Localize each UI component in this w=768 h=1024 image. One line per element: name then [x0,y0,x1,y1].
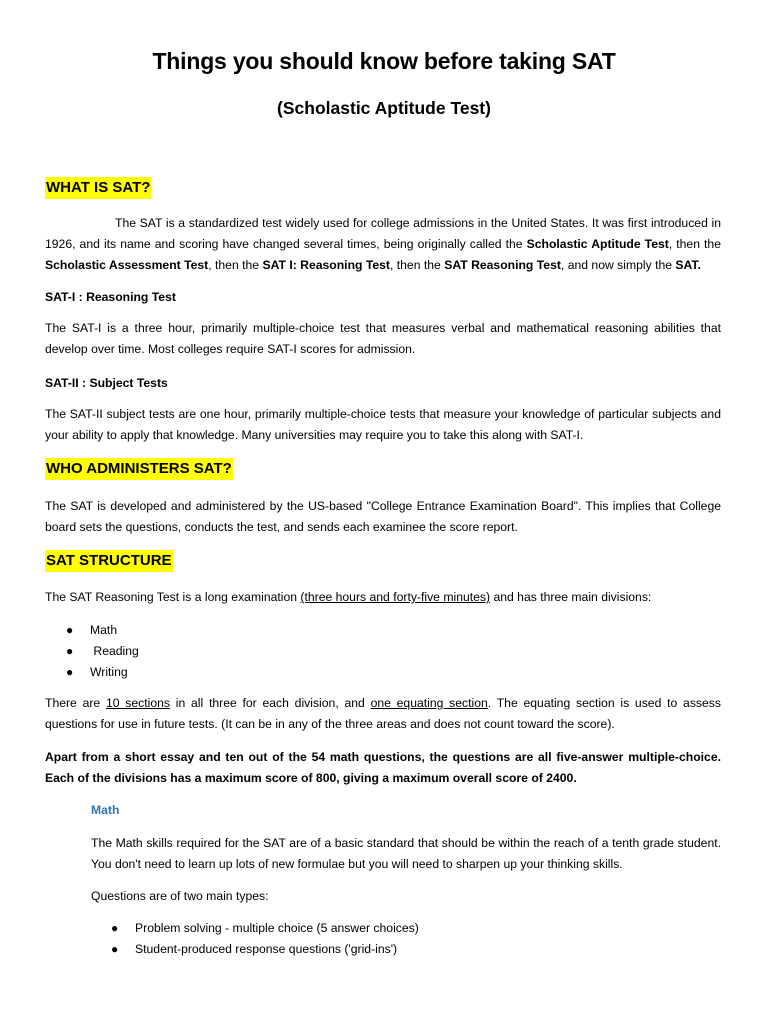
structure-intro: The SAT Reasoning Test is a long examination (three hours and forty-five minutes) and has three main divisions: [45,590,652,604]
sat1-heading: SAT-I : Reasoning Test [45,290,176,304]
section-heading-what-is-sat: WHAT IS SAT? [45,177,151,199]
who-administers-paragraph: The SAT is developed and administered by the US-based "College Entrance Examination Board". This implies that College board sets the questions, conducts the test, and sends each examinee the score report. [45,499,721,534]
bullet-icon: ● [66,623,74,637]
sat2-heading: SAT-II : Subject Tests [45,376,168,390]
structure-bold-note: Apart from a short essay and ten out of the 54 math questions, the questions are all five-answer multiple-choice. Each of the divisions has a maximum score of 800, giving a maximum overall score of 2400. [45,750,721,785]
sat2-paragraph: The SAT-II subject tests are one hour, primarily multiple-choice tests that measure your knowledge of particular subjects and your ability to apply that knowledge. Many universities may require you to take this along with SAT-I. [45,407,721,442]
what-is-sat-paragraph: The SAT is a standardized test widely used for college admissions in the United States. It was first introduced in 1926, and its name and scoring have changed several times, being originally called the Scholastic Aptitude Test, then the Scholastic Assessment Test, then the SAT I: Reasoning Test, then the SAT Reasoning Test, and now simply the SAT. [45,216,721,272]
sections-paragraph: There are 10 sections in all three for each division, and one equating section. The equating section is used to assess questions for use in future tests. (It can be in any of the three areas and does not count toward the score). [45,696,721,731]
document-page: Things you should know before taking SAT (Scholastic Aptitude Test) WHAT IS SAT? The SAT is a standardized test widely used for college admissions in the United States. It was first introduced in 1926, and its name and scoring have changed several times, being originally called the Scholastic Aptitude Test, then the Scholastic Assessment Test, then the SAT I: Reasoning Test, then the SAT Reasoning Test, and now simply the SAT. SAT-I : Reasoning Test The SAT-I is a three hour, primarily multiple-choice test that measures verbal and mathematical reasoning abilities that develop over time. Most colleges require SAT-I scores for admission. SAT-II : Subject Tests The SAT-II subject tests are one hour, primarily multiple-choice tests that measure your knowledge of particular subjects and your ability to apply that knowledge. Many universities may require you to take this along with SAT-I. WHO ADMINISTERS SAT? The SAT is developed and administered by the US-based "College Entrance Examination Board". This implies that College board sets the questions, conducts the test, and sends each examinee the score report. SAT STRUCTURE The SAT Reasoning Test is a long examination (three hours and forty-five minutes) and has three main divisions: ● Math ● Reading ● Writing There are 10 sections in all three for each division, and one equating section. The equating section is used to assess questions for use in future tests. (It can be in any of the three areas and does not count toward the score). Apart from a short essay and ten out of the 54 math questions, the questions are all five-answer multiple-choice. Each of the divisions has a maximum score of 800, giving a maximum overall score of 2400. Math The Math skills required for the SAT are of a basic standard that should be within the reach of a tenth grade student. You don't need to learn up lots of new formulae but you will need to sharpen up your thinking skills. Questions are of two main types: ● Problem solving - multiple choice (5 answer choices) ● Student-produced response questions ('grid-ins') [0,0,768,1024]
bullet-icon: ● [111,942,119,956]
math-types-intro: Questions are of two main types: [91,889,269,903]
math-paragraph: The Math skills required for the SAT are of a basic standard that should be within the reach of a tenth grade student. You don't need to learn up lots of new formulae but you will need to sharpen up your thinking skills. [91,836,721,871]
document-subtitle: (Scholastic Aptitude Test) [277,98,491,118]
document-title: Things you should know before taking SAT [152,48,616,74]
bullet-icon: ● [66,665,74,679]
bullet-icon: ● [66,644,74,658]
section-heading-sat-structure: SAT STRUCTURE [45,550,173,572]
bullet-icon: ● [111,921,119,935]
sat1-paragraph: The SAT-I is a three hour, primarily multiple-choice test that measures verbal and mathematical reasoning abilities that develop over time. Most colleges require SAT-I scores for admission. [45,321,721,356]
math-heading: Math [91,803,120,817]
section-heading-who-administers: WHO ADMINISTERS SAT? [45,458,233,480]
